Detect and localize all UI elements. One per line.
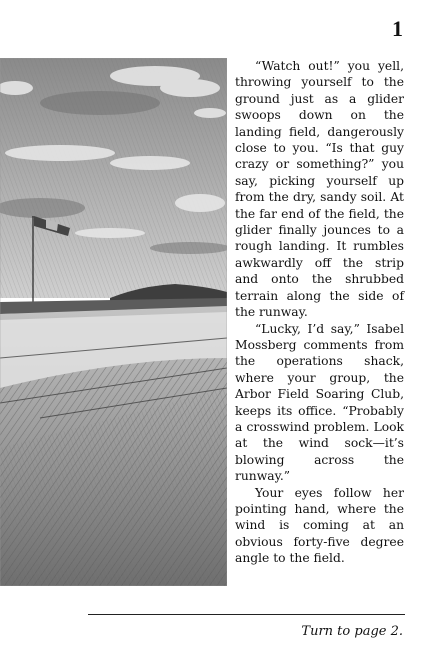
landing-field-illustration: [0, 58, 227, 586]
turn-to-page-link[interactable]: Turn to page 2.: [301, 624, 403, 639]
page-number: 1: [392, 16, 403, 41]
story-paragraph: Your eyes follow her pointing hand, where the wind is coming at an obvious forty-five degree angle to the field.: [235, 485, 404, 566]
story-paragraph: “Lucky, I’d say,” Isabel Mossberg comments from the operations shack, where your group, the Arbor Field Soaring Club, keeps its office. “Probably a crosswind problem. Look at the wind sock—it’s blowing across the runway.”: [235, 321, 404, 484]
footer-divider: [88, 614, 405, 615]
story-text: [235, 58, 404, 567]
story-paragraph: “Watch out!” you yell, throwing yourself to the ground just as a glider swoops down on the landing field, dangerously close to you. “Is that guy crazy or something?” you say, picking yourself up from the dry, sandy soil. At the far end of the field, the glider finally jounces to a rough landing. It rumbles awkwardly off the strip and onto the shrubbed terrain along the side of the runway.: [235, 59, 404, 320]
